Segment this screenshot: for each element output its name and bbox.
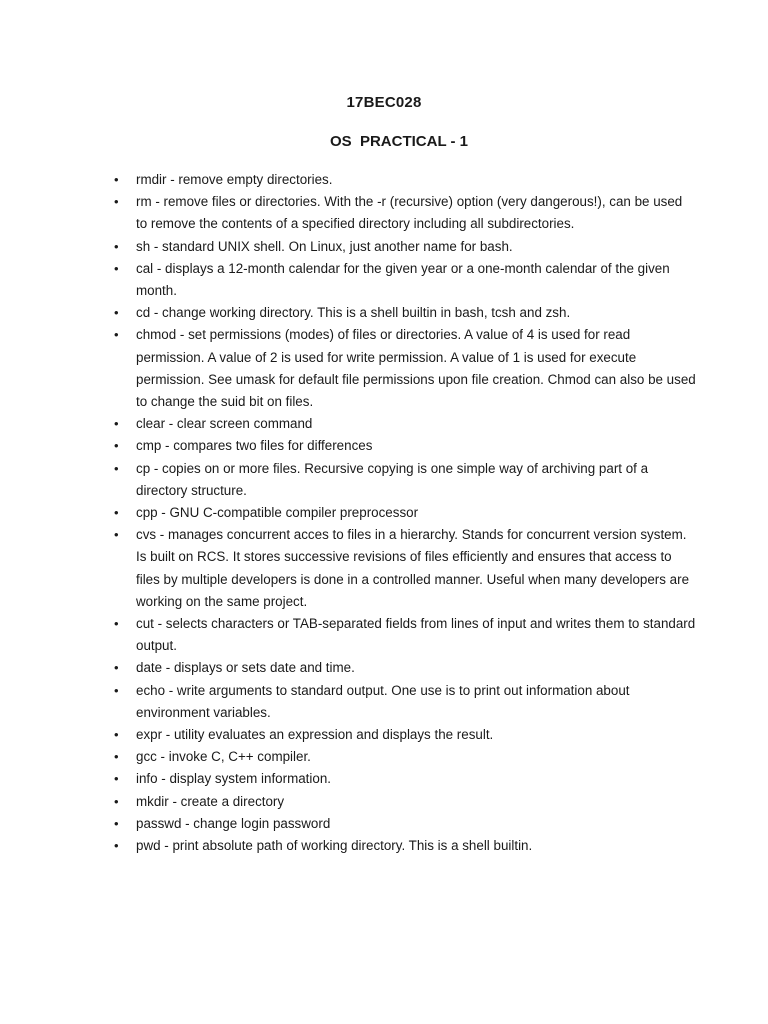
list-item-text: pwd - print absolute path of working directory. This is a shell builtin. [136,838,533,854]
list-item-text: passwd - change login password [136,815,331,831]
list-item-text: cal - displays a 12-month calendar for the given year or a one-month calendar of the given month. [136,260,670,299]
bullet-icon: • [114,172,119,187]
bullet-icon: • [114,505,119,521]
list-item [114,458,696,502]
bullet-icon: • [114,815,119,831]
list-item [114,524,696,613]
list-item-text: cpp - GNU C-compatible compiler preprocessor [136,505,419,521]
list-item [114,657,696,679]
list-item-text: chmod - set permissions (modes) of files or directories. A value of 4 is used for read permission. A value of 2 is used for write permission. A value of 1 is used for execute permission. See umask for default file permissions upon file creation. Chmod can also be used to change the suid bit on files. [136,327,696,410]
bullet-icon: • [114,682,119,698]
list-item-text: cp - copies on or more files. Recursive copying is one simple way of archiving part of a directory structure. [136,460,649,498]
list-item-text: cvs - manages concurrent acces to files in a hierarchy. Stands for concurrent version system. Is built on RCS. It stores successive revisions of files efficiently and ensures that access to files by multiple developers is done in a controlled manner. Useful when many developers are working on the same project. [136,527,690,609]
list-item [114,236,696,258]
list-item-text: sh - standard UNIX shell. On Linux, just another name for bash. [136,238,513,254]
command-list [114,169,696,857]
list-item-text: rmdir - remove empty directories. [136,172,333,187]
list-item [114,680,696,724]
list-item-text: cd - change working directory. This is a shell builtin in bash, tcsh and zsh. [136,305,571,321]
bullet-icon: • [114,327,119,343]
list-item [114,435,696,457]
list-item [114,169,696,191]
bullet-icon: • [114,793,119,809]
list-item-text: cmp - compares two files for differences [136,438,373,454]
bullet-icon: • [114,771,119,787]
list-item [114,191,696,235]
list-item-text: clear - clear screen command [136,416,313,432]
list-item [114,791,696,813]
list-item [114,302,696,324]
bullet-icon: • [114,616,119,632]
bullet-icon: • [114,416,119,432]
list-item-text: info - display system information. [136,771,331,787]
list-item [114,613,696,657]
list-item [114,835,696,857]
bullet-icon: • [114,238,119,254]
list-item-text: expr - utility evaluates an expression and displays the result. [136,727,494,743]
list-item [114,813,696,835]
bullet-icon: • [114,660,119,676]
bullet-icon: • [114,727,119,743]
bullet-icon: • [114,749,119,765]
list-item-text: echo - write arguments to standard output. One use is to print out information about environment variables. [136,682,630,720]
list-item [114,768,696,790]
list-item [114,413,696,435]
list-item [114,746,696,768]
list-item [114,502,696,524]
list-item-text: mkdir - create a directory [136,793,285,809]
document-id: 17BEC028 [346,94,422,111]
list-item-text: rm - remove files or directories. With the -r (recursive) option (very dangerous!), can be used to remove the contents of a specified directory including all subdirectories. [136,194,683,232]
list-item [114,724,696,746]
bullet-icon: • [114,460,119,476]
list-item [114,324,696,413]
bullet-icon: • [114,838,119,854]
bullet-icon: • [114,438,119,454]
bullet-icon: • [114,527,119,543]
document-title: OS PRACTICAL - 1 [329,133,469,150]
list-item-text: date - displays or sets date and time. [136,660,355,676]
list-item-text: cut - selects characters or TAB-separated fields from lines of input and writes them to standard output. [136,616,696,654]
bullet-icon: • [114,305,119,321]
list-item-text: gcc - invoke C, C++ compiler. [136,749,311,765]
bullet-icon: • [114,194,119,210]
list-item [114,258,696,302]
bullet-icon: • [114,260,119,276]
